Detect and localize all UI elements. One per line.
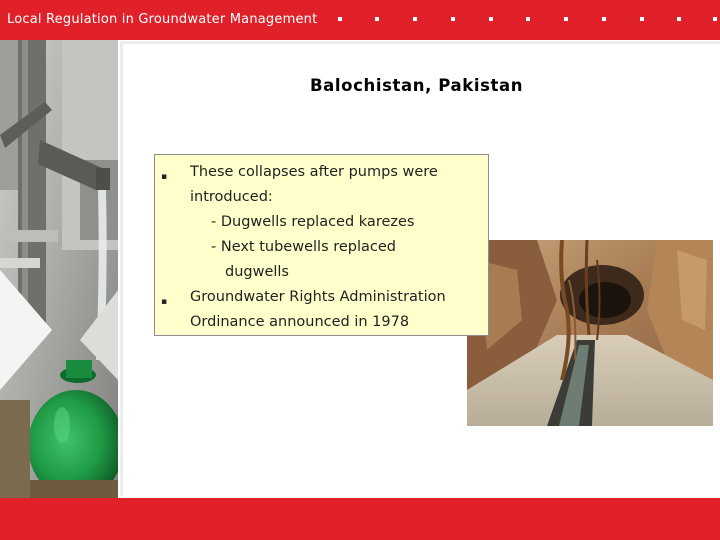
bullet-1-line-1: These collapses after pumps were <box>190 164 438 180</box>
header-square-icon <box>338 17 342 21</box>
header-square-icon <box>489 17 493 21</box>
footer-bar <box>0 498 720 540</box>
header-square-icon <box>602 17 606 21</box>
header-square-icon <box>677 17 681 21</box>
bullet-2-line-2: Ordinance announced in 1978 <box>190 314 410 330</box>
header-square-icon <box>526 17 530 21</box>
bullet-textbox <box>154 154 489 336</box>
header-square-icon <box>640 17 644 21</box>
header-square-icon <box>713 17 717 21</box>
karez-tunnel-photo <box>467 240 713 426</box>
bullet-2-line-1: Groundwater Rights Administration <box>190 289 446 305</box>
bullet-marker: ▪ <box>161 297 168 307</box>
header-bar <box>0 0 720 40</box>
header-square-icon <box>375 17 379 21</box>
header-title: Local Regulation in Groundwater Management <box>7 12 318 27</box>
slide-title: Balochistan, Pakistan <box>310 76 524 95</box>
header-square-icon <box>451 17 455 21</box>
hand-pump-water-photo <box>0 40 118 498</box>
sub-item-2-continued: dugwells <box>225 264 289 280</box>
sub-item-2: - Next tubewells replaced <box>211 239 397 255</box>
bullet-1-line-2: introduced: <box>190 189 273 205</box>
header-square-icon <box>564 17 568 21</box>
header-square-icon <box>413 17 417 21</box>
bullet-marker: ▪ <box>161 172 168 182</box>
sub-item-1: - Dugwells replaced karezes <box>211 214 415 230</box>
